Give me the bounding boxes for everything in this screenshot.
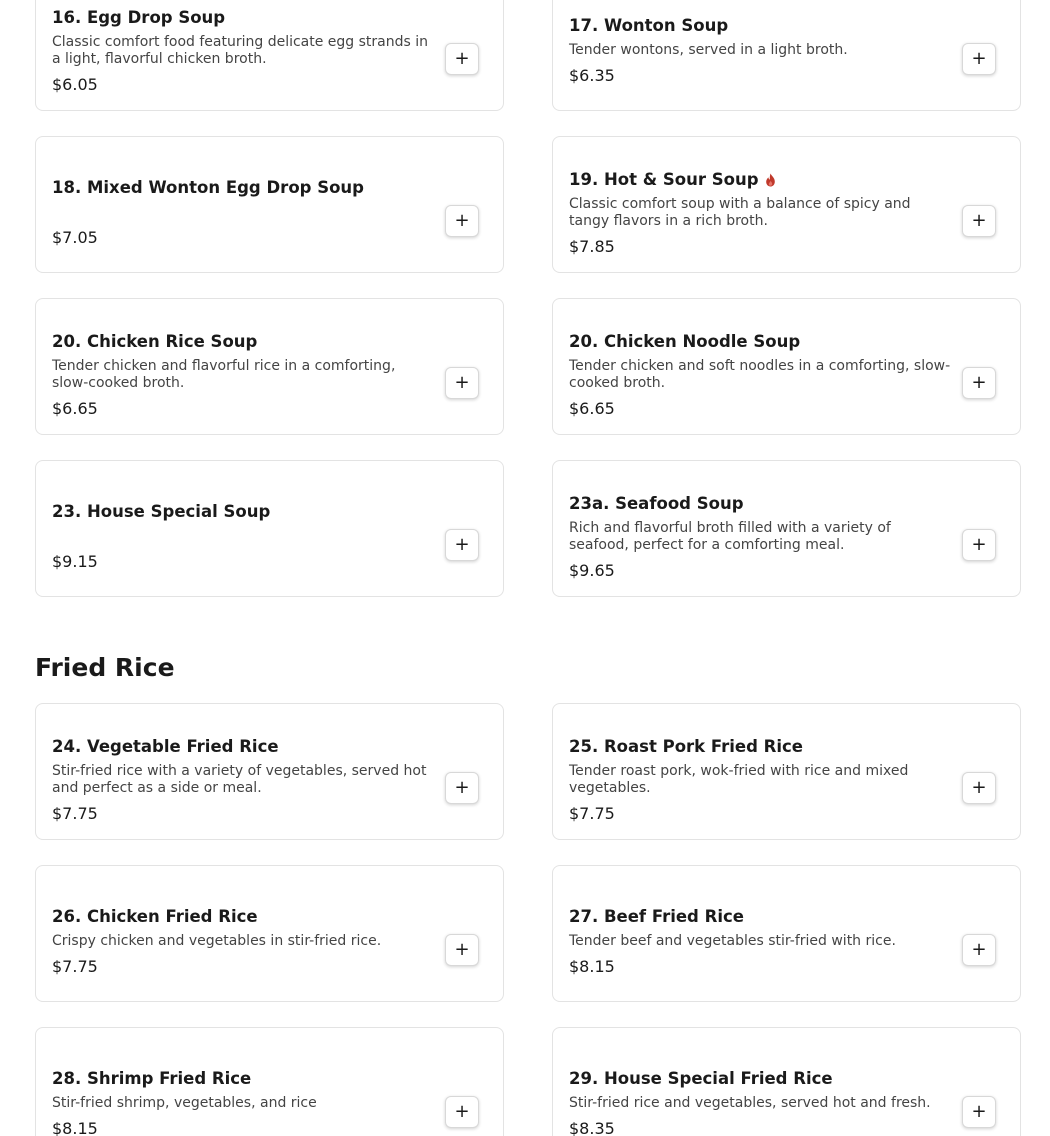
item-price: $8.35 <box>569 1119 615 1136</box>
add-to-cart-button[interactable]: + <box>445 934 479 966</box>
item-name-text: 23. House Special Soup <box>52 502 271 521</box>
menu-item-card[interactable] <box>552 298 1021 435</box>
add-to-cart-button[interactable]: + <box>445 367 479 399</box>
menu-item-card[interactable] <box>552 1027 1021 1136</box>
item-description: Classic comfort food featuring delicate egg strands in a light, flavorful chicken broth. <box>52 33 429 67</box>
menu-item-info <box>52 137 436 272</box>
item-price: $7.75 <box>52 957 98 976</box>
add-to-cart-button[interactable]: + <box>962 1096 996 1128</box>
add-to-cart-button[interactable]: + <box>445 529 479 561</box>
item-price: $7.05 <box>52 228 98 247</box>
item-description: Tender chicken and soft noodles in a comforting, slow-cooked broth. <box>569 357 951 391</box>
item-name <box>569 906 953 928</box>
item-name-text: 26. Chicken Fried Rice <box>52 907 258 926</box>
item-name-text: 19. Hot & Sour Soup <box>569 169 759 189</box>
item-name <box>52 906 436 928</box>
item-price: $7.85 <box>569 236 615 256</box>
item-price: $6.35 <box>569 66 615 85</box>
item-price: $6.05 <box>52 74 98 94</box>
item-description: Tender wontons, served in a light broth. <box>569 42 848 58</box>
item-name <box>569 331 953 353</box>
add-to-cart-button[interactable]: + <box>962 43 996 75</box>
add-to-cart-button[interactable]: + <box>962 529 996 561</box>
item-description: Rich and flavorful broth filled with a variety of seafood, perfect for a comforting meal. <box>569 519 891 553</box>
item-name-text: 20. Chicken Rice Soup <box>52 331 258 351</box>
item-description: Tender chicken and flavorful rice in a comforting, slow-cooked broth. <box>52 357 396 391</box>
menu-item-card[interactable] <box>552 136 1021 273</box>
menu-item-card[interactable] <box>35 136 504 273</box>
item-price: $8.15 <box>52 1119 98 1136</box>
item-name-text: 18. Mixed Wonton Egg Drop Soup <box>52 178 364 197</box>
item-name-text: 27. Beef Fried Rice <box>569 907 744 926</box>
menu-item-info <box>569 704 953 839</box>
item-name <box>52 177 436 199</box>
add-to-cart-button[interactable]: + <box>445 772 479 804</box>
menu-item-card[interactable] <box>552 703 1021 840</box>
item-description: Stir-fried rice and vegetables, served hot and fresh. <box>569 1095 931 1111</box>
item-name <box>52 1068 436 1090</box>
item-price: $9.65 <box>569 560 615 580</box>
item-description: Crispy chicken and vegetables in stir-fried rice. <box>52 933 382 949</box>
item-name-text: 24. Vegetable Fried Rice <box>52 736 279 756</box>
item-description: Stir-fried shrimp, vegetables, and rice <box>52 1095 317 1111</box>
item-description: Tender roast pork, wok-fried with rice and mixed vegetables. <box>569 762 909 796</box>
menu-item-card[interactable] <box>35 865 504 1002</box>
fried-rice-items-grid <box>35 703 1021 1136</box>
add-to-cart-button[interactable]: + <box>962 205 996 237</box>
add-to-cart-button[interactable]: + <box>962 367 996 399</box>
item-description: Stir-fried rice with a variety of vegetables, served hot and perfect as a side or meal. <box>52 762 427 796</box>
item-name-text: 20. Chicken Noodle Soup <box>569 331 801 351</box>
menu-item-card[interactable] <box>35 298 504 435</box>
item-name-text: 29. House Special Fried Rice <box>569 1069 833 1088</box>
item-name <box>52 331 436 353</box>
item-name <box>569 1068 953 1090</box>
menu-item-info <box>52 0 436 110</box>
item-price: $8.15 <box>569 957 615 976</box>
item-price: $7.75 <box>569 803 615 823</box>
menu-item-info <box>569 299 953 434</box>
soup-items-grid <box>35 0 1021 597</box>
item-price: $6.65 <box>569 398 615 418</box>
chili-flame-icon <box>765 173 776 187</box>
item-description: Tender beef and vegetables stir-fried with rice. <box>569 933 896 949</box>
add-to-cart-button[interactable]: + <box>445 205 479 237</box>
item-description <box>52 204 436 221</box>
menu-item-card[interactable] <box>35 703 504 840</box>
item-name <box>569 736 953 758</box>
item-name <box>52 7 436 29</box>
item-name-text: 17. Wonton Soup <box>569 16 729 35</box>
menu-item-info <box>52 866 436 1001</box>
item-name <box>52 501 436 523</box>
menu-item-info <box>569 1028 953 1136</box>
menu-item-info <box>569 461 953 596</box>
item-name-text: 28. Shrimp Fried Rice <box>52 1069 252 1088</box>
add-to-cart-button[interactable]: + <box>445 1096 479 1128</box>
menu-item-card[interactable] <box>35 0 504 111</box>
menu-item-info <box>569 0 953 110</box>
item-name <box>52 736 436 758</box>
item-name-text: 23a. Seafood Soup <box>569 493 744 513</box>
item-name <box>569 15 953 37</box>
menu-item-card[interactable] <box>35 460 504 597</box>
menu-item-info <box>52 299 436 434</box>
item-name-text: 16. Egg Drop Soup <box>52 7 226 27</box>
item-name <box>569 169 953 191</box>
item-name-text: 25. Roast Pork Fried Rice <box>569 736 803 756</box>
add-to-cart-button[interactable]: + <box>962 772 996 804</box>
menu-item-card[interactable] <box>552 460 1021 597</box>
menu-item-info <box>52 461 436 596</box>
item-price: $9.15 <box>52 552 98 571</box>
item-name <box>569 493 953 515</box>
add-to-cart-button[interactable]: + <box>445 43 479 75</box>
item-price: $6.65 <box>52 398 98 418</box>
menu-item-card[interactable] <box>552 865 1021 1002</box>
menu-item-info <box>569 137 953 272</box>
item-description <box>52 528 436 545</box>
menu-item-card[interactable] <box>552 0 1021 111</box>
menu-item-card[interactable] <box>35 1027 504 1136</box>
add-to-cart-button[interactable]: + <box>962 934 996 966</box>
item-price: $7.75 <box>52 803 98 823</box>
item-description: Classic comfort soup with a balance of spicy and tangy flavors in a rich broth. <box>569 195 911 229</box>
menu-item-info <box>52 704 436 839</box>
menu-item-info <box>52 1028 436 1136</box>
section-title-fried-rice: Fried Rice <box>35 653 175 682</box>
menu-item-info <box>569 866 953 1001</box>
